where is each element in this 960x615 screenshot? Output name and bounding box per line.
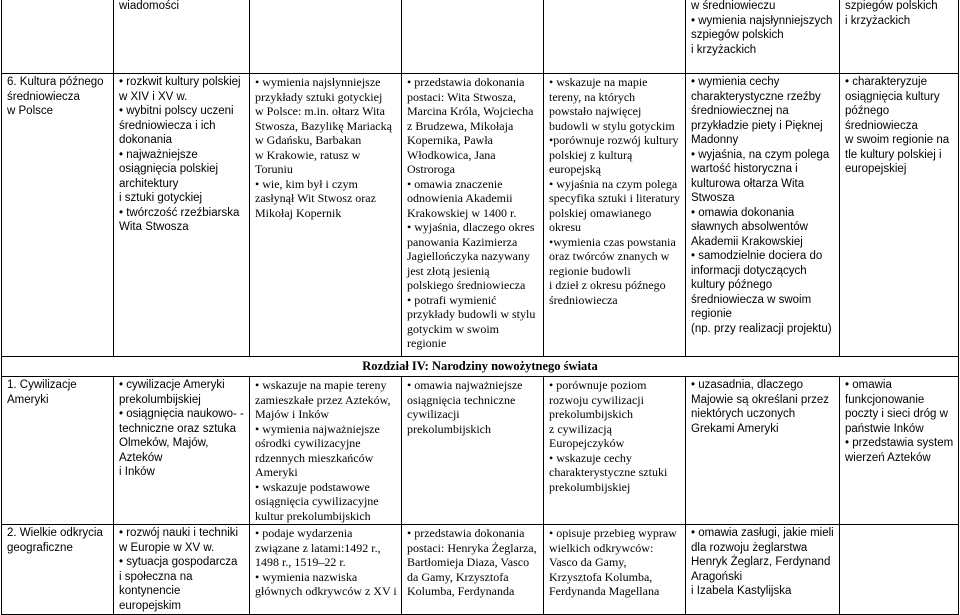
cell-line: • wymienia najważniejsze ośrodki cywilizacyjne rdzennych mieszkańców Ameryki: [255, 421, 380, 479]
cell-line: • sytuacja gospodarcza: [119, 556, 238, 568]
cell-line: z Brudzewa, Mikołaja Kopernika, Pawła Włodkowica, Jana Ostroroga: [407, 118, 514, 176]
table-cell: [402, 74, 544, 357]
cell-line: 1. Cywilizacje Ameryki: [7, 379, 77, 406]
table-cell: [840, 377, 959, 525]
cell-line: w Europie w XV w.: [119, 541, 215, 554]
cell-line: •porównuje rozwój kultury polskiej z kulturą europejską: [549, 133, 679, 176]
cell-line: • przedstawia system wierzeń Azteków: [845, 437, 954, 464]
cell-line: • wyjaśnia, dlaczego okres panowania Kazimierza Jagiellończyka nazywany jest złotą jesienią polskiego średniowiecza: [407, 220, 535, 292]
table-cell: [544, 0, 686, 74]
cell-line: • omawia najważniejsze osiągnięcia techniczne cywilizacji prekolumbijskich: [407, 378, 523, 436]
cell-line: • opisuje przebieg wypraw wielkich odkrywców: Vasco da Gamy, Krzysztofa Kolumba, Ferdynanda Magellana: [549, 526, 677, 598]
cell-line: • wskazuje na mapie tereny zamieszkałe przez Azteków, Majów i Inków: [255, 378, 391, 421]
table-cell: [686, 0, 840, 74]
table-cell: [250, 377, 402, 525]
table-cell: [686, 525, 840, 615]
table-cell: [114, 0, 250, 74]
table-cell: [544, 525, 686, 615]
table-cell: [544, 74, 686, 357]
cell-line: w Gdańsku, Barbakan: [255, 133, 362, 147]
cell-line: • wie, kim był i czym zasłynął Wit Stwosz oraz Mikołaj Kopernik: [255, 176, 376, 220]
cell-line: • cywilizacje Ameryki prekolumbijskiej: [119, 379, 225, 406]
cell-line: • osiągnięcia naukowo- -techniczne oraz sztuka Olmeków, Majów, Azteków: [119, 408, 244, 464]
cell-line: i Izabela Kastylijska: [691, 585, 792, 597]
cell-line: • wyjaśnia na czym polega specyfika sztuki i literatury polskiej omawianego okresu: [549, 176, 680, 234]
cell-line: •wymienia czas powstania oraz twórców znanych w regionie budowli: [549, 234, 676, 278]
cell-line: • wskazuje na mapie tereny, na których powstało najwięcej budowli w stylu gotyckim: [549, 75, 675, 133]
cell-line: i sztuki gotyckiej: [119, 192, 203, 204]
cell-line: • przedstawia dokonania postaci: Wita Stwosza, Marcina Króla, Wojciecha: [407, 75, 534, 118]
cell-line: • omawia zasługi, jakie mieli dla rozwoju żeglarstwa Henryk Żeglarz, Ferdynand Aragoński: [691, 527, 834, 583]
cell-line: • twórczość rzeźbiarska Wita Stwosza: [119, 206, 240, 233]
cell-line: 6. Kultura późnego średniowiecza: [7, 76, 104, 103]
cell-line: • rozwój nauki i techniki: [119, 527, 239, 539]
cell-line: • wymienia nazwiska głównych odkrywców z XV i: [255, 569, 397, 598]
section-heading: Rozdział IV: Narodziny nowożytnego świata: [2, 357, 959, 377]
cell-line: • samodzielnie dociera do informacji dotyczących kultury późnego średniowiecza w swoim regionie: [691, 250, 823, 320]
cell-line: • uzasadnia, dlaczego Majowie są określani przez niektórych uczonych Grekami Ameryki: [691, 379, 830, 435]
table-cell: [2, 525, 114, 615]
table-row: [2, 525, 959, 615]
cell-line: i społeczna na kontynencie europejskim: [119, 570, 193, 612]
table-row: [2, 0, 959, 74]
cell-line: • podaje wydarzenia związane z latami:1492 r., 1498 r., 1519–22 r.: [255, 526, 381, 569]
table-cell: [686, 74, 840, 357]
table-cell: [686, 377, 840, 525]
cell-line: • wskazuje cechy charakterystyczne sztuki prekolumbijskiej: [549, 450, 668, 494]
cell-line: (np. przy realizacji projektu): [691, 322, 832, 335]
cell-line: • charakteryzuje osiągnięcia kultury późnego średniowiecza: [845, 76, 940, 132]
cell-line: i krzyżackich: [845, 14, 911, 27]
cell-line: • potrafi wymienić przykłady budowli w stylu gotyckim w swoim regionie: [407, 292, 536, 350]
table-cell: [402, 525, 544, 615]
cell-line: • porównuje poziom rozwoju cywilizacji prekolumbijskich: [549, 378, 647, 421]
cell-line: szpiegów polskich: [845, 0, 938, 12]
cell-line: • omawia funkcjonowanie poczty i sieci dróg w państwie Inków: [845, 379, 948, 435]
cell-line: • wymienia cechy charakterystyczne rzeźby średniowiecznej na przykładzie piety i Pięknej Madonny: [691, 76, 823, 146]
cell-line: i Inków: [119, 466, 155, 478]
cell-line: 2. Wielkie odkrycia geograficzne: [7, 527, 103, 554]
table-cell: [840, 525, 959, 615]
table-cell: [250, 74, 402, 357]
table-cell: [2, 377, 114, 525]
table-cell: [250, 525, 402, 615]
cell-line: i krzyżackich: [691, 43, 757, 56]
cell-line: • omawia dokonania sławnych absolwentów Akademii Krakowskiej: [691, 206, 808, 248]
curriculum-table: [1, 0, 959, 615]
table-cell: [840, 74, 959, 357]
table-cell: [544, 377, 686, 525]
cell-line: • omawia znaczenie odnowienia Akademii Krakowskiej w 1400 r.: [407, 176, 517, 220]
cell-line: • wyjaśnia, na czym polega wartość historyczna i kulturowa ołtarza Wita Stwosza: [691, 148, 830, 204]
table-cell: [402, 377, 544, 525]
cell-line: • przedstawia dokonania postaci: Henryka Żeglarza, Bartłomieja Diaza, Vasco da Gamy, Krzysztofa Kolumba, Ferdynanda: [407, 526, 537, 598]
table-cell: [2, 0, 114, 74]
cell-line: • rozkwit kultury polskiej: [119, 76, 241, 88]
cell-line: w średniowieczu: [691, 0, 776, 12]
cell-line: • wymienia najsłynniejsze przykłady sztuki gotyckiej: [255, 75, 383, 104]
cell-line: w swoim regionie na tle kultury polskiej i europejskiej: [845, 134, 950, 175]
section-heading-row: [2, 357, 959, 377]
table-cell: [114, 74, 250, 357]
cell-line: w Krakowie, ratusz w Toruniu: [255, 147, 361, 176]
cell-line: wiadomości: [119, 0, 180, 12]
cell-line: • najważniejsze osiągnięcia polskiej architektury: [119, 148, 219, 190]
table-cell: [114, 377, 250, 525]
cell-line: • wymienia najsłynniejszych szpiegów polskich: [691, 14, 833, 41]
table-cell: [2, 74, 114, 357]
cell-line: z cywilizacją Europejczyków: [549, 421, 625, 450]
cell-line: w Polsce: [7, 105, 54, 117]
table-cell: [250, 0, 402, 74]
cell-line: w Polsce: m.in. ołtarz Wita Stwosza, Bazylikę Mariacką: [255, 104, 392, 133]
table-cell: [402, 0, 544, 74]
cell-line: w XIV i XV w.: [119, 90, 188, 103]
table-row: [2, 74, 959, 357]
table-row: [2, 377, 959, 525]
cell-line: • wskazuje podstawowe osiągnięcia cywilizacyjne kultur prekolumbijskich: [255, 479, 379, 523]
cell-line: i dzieł z okresu późnego średniowiecza: [549, 278, 666, 307]
cell-line: • wybitni polscy uczeni średniowiecza i ich dokonania: [119, 105, 234, 146]
table-cell: [840, 0, 959, 74]
table-cell: [114, 525, 250, 615]
